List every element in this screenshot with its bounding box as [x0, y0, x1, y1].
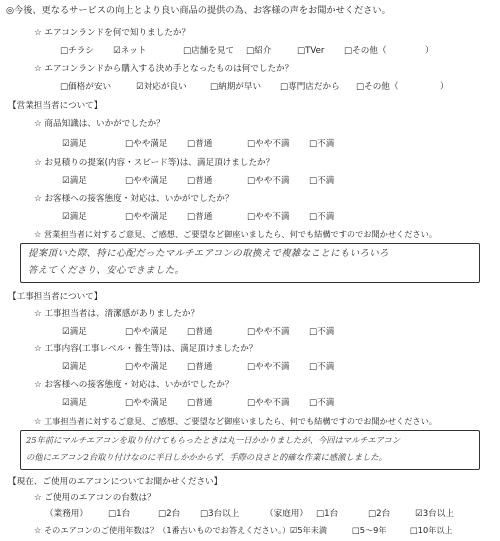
source-option-tver[interactable]: □TVer: [297, 46, 325, 56]
sales-estimate-dissatisfied[interactable]: □不満: [309, 176, 335, 186]
how-did-you-know-question: ☆ エアコンランドを何で知りましたか？: [34, 28, 191, 38]
work-attitude-neutral[interactable]: □普通: [187, 398, 213, 408]
years-used-question: ☆ そのエアコンのご使用年数は？（1番古いものでお答えください。）: [34, 525, 291, 535]
sales-knowledge-dissatisfied[interactable]: □不満: [309, 139, 335, 149]
source-option-internet[interactable]: ☑ネット: [113, 46, 147, 56]
sales-estimate-satisfied[interactable]: ☑満足: [62, 176, 87, 186]
work-cleanliness-somewhat-dissatisfied[interactable]: □やや不満: [247, 327, 290, 337]
sales-estimate-question: ☆ お見積りの提案(内容・スピード等)は、満足頂けましたか？: [34, 158, 275, 168]
work-attitude-question: ☆ お客様への接客態度・対応は、いかがでしたか？: [34, 380, 234, 390]
work-quality-question: ☆ 工事内容(工事レベル・養生等)は、満足頂けましたか？: [34, 344, 258, 354]
sales-attitude-somewhat-dissatisfied[interactable]: □やや不満: [247, 212, 290, 222]
sales-section-title: 【営業担当者について】: [8, 101, 103, 111]
work-attitude-somewhat-satisfied[interactable]: □やや満足: [125, 398, 168, 408]
work-attitude-satisfied[interactable]: ☑満足: [62, 398, 87, 408]
sales-estimate-somewhat-satisfied[interactable]: □やや満足: [125, 176, 168, 186]
sales-knowledge-satisfied[interactable]: ☑満足: [62, 139, 87, 149]
sales-comment-line-1: 提案頂いた際、特に心配だったマルチエアコンの取換えで複雑なことにもいろいろ: [28, 248, 389, 259]
sales-comment-question: ☆ 営業担当者に対するご意見、ご感想、ご要望など御座いましたら、何でも結構ですのでお聞かせください。: [34, 229, 437, 239]
sales-estimate-neutral[interactable]: □普通: [187, 176, 213, 186]
sales-knowledge-neutral[interactable]: □普通: [187, 139, 213, 149]
sales-comment-line-2: 答えてくださり、安心できました。: [28, 265, 185, 276]
work-quality-somewhat-satisfied[interactable]: □やや満足: [125, 362, 168, 372]
sales-attitude-satisfied[interactable]: ☑満足: [62, 212, 87, 222]
deciding-factor-question: ☆ エアコンランドから購入する決め手となったものは何でしたか？: [34, 64, 294, 74]
work-comment-line-1: 25年前にマルチエアコンを取り付けてもらったときは丸一日かかりましたが、今回はマルチエアコン: [26, 435, 401, 445]
source-other-close: ）: [425, 46, 434, 56]
home-count-2[interactable]: □2台: [368, 509, 391, 519]
business-use-label: （業務用）: [45, 509, 88, 519]
source-option-referral[interactable]: □紹介: [246, 46, 272, 56]
factor-option-other[interactable]: □その他（: [356, 82, 399, 92]
business-count-3plus[interactable]: □3台以上: [200, 509, 240, 519]
years-10-plus[interactable]: □10年以上: [410, 525, 453, 535]
factor-option-delivery[interactable]: □納期が早い: [210, 82, 262, 92]
work-quality-neutral[interactable]: □普通: [187, 362, 213, 372]
years-5-to-9[interactable]: □5～9年: [352, 525, 387, 535]
source-option-store[interactable]: □店舗を見て: [183, 46, 235, 56]
home-count-3plus[interactable]: ☑3台以上: [415, 509, 454, 519]
business-count-2[interactable]: □2台: [158, 509, 181, 519]
home-use-label: （家庭用）: [265, 509, 308, 519]
source-option-other[interactable]: □その他（: [344, 46, 387, 56]
unit-count-question: ☆ ご使用のエアコンの台数は？: [34, 493, 156, 503]
factor-other-close: ）: [440, 82, 449, 92]
business-count-1[interactable]: □1台: [108, 509, 131, 519]
source-option-flyer[interactable]: □チラシ: [60, 46, 94, 56]
work-cleanliness-neutral[interactable]: □普通: [187, 327, 213, 337]
sales-knowledge-question: ☆ 商品知識は、いかがでしたか？: [34, 119, 165, 129]
factor-option-service[interactable]: ☑対応が良い: [136, 82, 187, 92]
sales-attitude-question: ☆ お客様への接客態度・対応は、いかがでしたか？: [34, 194, 234, 204]
work-attitude-somewhat-dissatisfied[interactable]: □やや不満: [247, 398, 290, 408]
sales-attitude-neutral[interactable]: □普通: [187, 212, 213, 222]
sales-attitude-somewhat-satisfied[interactable]: □やや満足: [125, 212, 168, 222]
work-comment-line-2: の他にエアコン2台取り付けなのに半日しかかからず、手際の良さと的確な作業に感激しました。: [26, 452, 387, 462]
work-comment-question: ☆ 工事担当者に対するご意見、ご感想、ご要望など御座いましたら、何でも結構ですのでお聞かせください。: [34, 416, 437, 426]
sales-estimate-somewhat-dissatisfied[interactable]: □やや不満: [247, 176, 290, 186]
sales-knowledge-somewhat-dissatisfied[interactable]: □やや不満: [247, 139, 290, 149]
work-quality-somewhat-dissatisfied[interactable]: □やや不満: [247, 362, 290, 372]
work-quality-satisfied[interactable]: ☑満足: [62, 362, 87, 372]
work-cleanliness-question: ☆ 工事担当者は、清潔感がありましたか？: [34, 309, 200, 319]
survey-header: ◎今後、更なるサービスの向上とより良い商品の提供の為、お客様の声をお聞かせください。: [6, 5, 391, 16]
home-count-1[interactable]: □1台: [316, 509, 339, 519]
factor-option-price[interactable]: □価格が安い: [60, 82, 112, 92]
work-cleanliness-dissatisfied[interactable]: □不満: [309, 327, 335, 337]
years-under-5[interactable]: ☑5年未満: [290, 525, 328, 535]
sales-knowledge-somewhat-satisfied[interactable]: □やや満足: [125, 139, 168, 149]
work-section-title: 【工事担当者について】: [8, 292, 103, 302]
work-cleanliness-satisfied[interactable]: ☑満足: [62, 327, 87, 337]
work-quality-dissatisfied[interactable]: □不満: [309, 362, 335, 372]
work-cleanliness-somewhat-satisfied[interactable]: □やや満足: [125, 327, 168, 337]
factor-option-specialist[interactable]: □専門店だから: [280, 82, 340, 92]
work-attitude-dissatisfied[interactable]: □不満: [309, 398, 335, 408]
current-section-title: 【現在、ご使用のエアコンについてお聞かせください】: [8, 477, 223, 487]
sales-attitude-dissatisfied[interactable]: □不満: [309, 212, 335, 222]
